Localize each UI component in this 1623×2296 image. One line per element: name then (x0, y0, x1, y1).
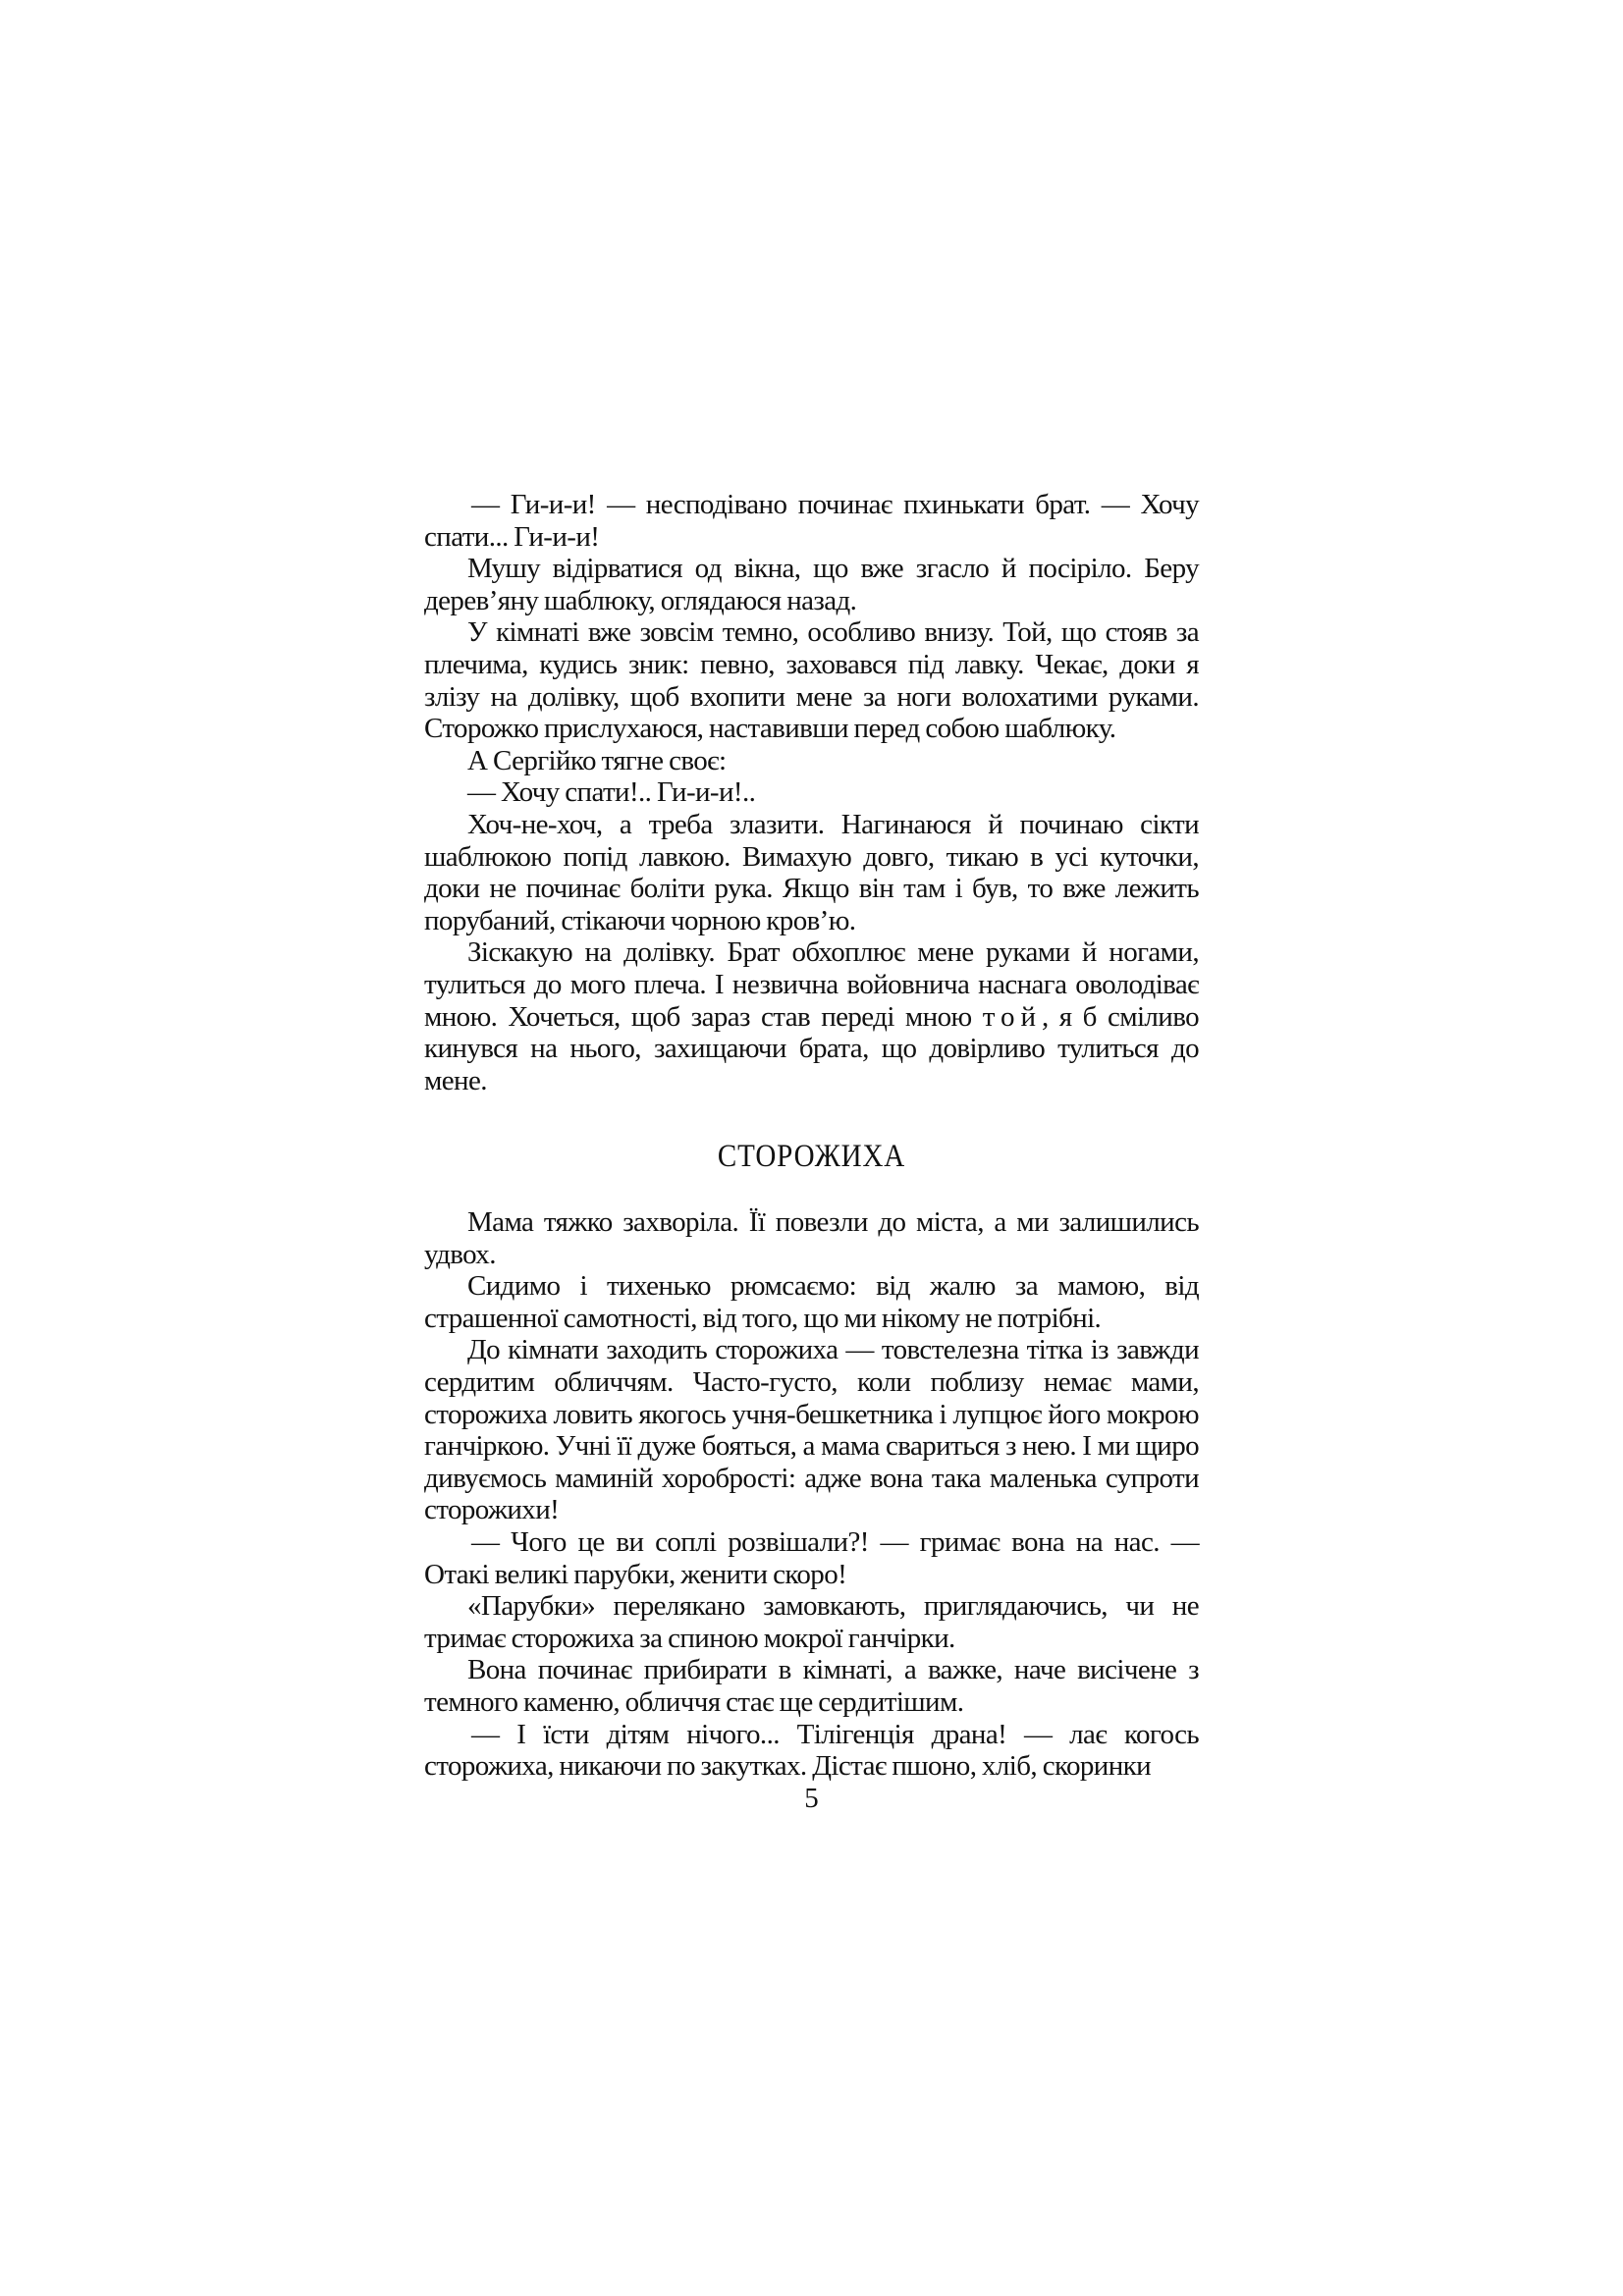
paragraph: Мама тяжко захворіла. Її повезли до міста, а ми залишились удвох. (424, 1206, 1199, 1270)
page-number: 5 (804, 1783, 819, 1814)
paragraph: — І їсти дітям нічого... Тілігенція драна! — лає когось сторожиха, никаючи по закутках. Дістає пшоно, хліб, скоринки (424, 1718, 1199, 1783)
paragraph: Вона починає прибирати в кімнаті, а важке, наче висічене з темного каменю, обличчя стає ще сердитішим. (424, 1654, 1199, 1718)
paragraph: — Хочу спати!.. Ги-и-и!.. (467, 776, 756, 809)
paragraph-text-tail: , я б сміливо кинувся на нього, захищаючи брата, що довірливо тулиться до мене. (424, 1000, 1200, 1096)
paragraph-with-emphasis (424, 936, 1199, 1096)
emphasized-word: той (982, 1000, 1043, 1033)
paragraph: Сидимо і тихенько рюмсаємо: від жалю за мамою, від страшенної самотності, від того, що ми нікому не потрібні. (424, 1270, 1199, 1334)
paragraph: «Парубки» перелякано замовкають, приглядаючись, чи не тримає сторожиха за спиною мокрої ганчірки. (424, 1590, 1199, 1654)
paragraph: У кімнаті вже зовсім темно, особливо внизу. Той, що стояв за плечима, кудись зник: певно, заховався під лавку. Чекає, доки я злізу на долівку, щоб вхопити мене за ноги волохатими руками. Сторожко прислухаюся, наставивши перед собою шаблюку. (424, 616, 1199, 745)
paragraph-text: Зіскакую на долівку. Брат обхоплює мене руками й ногами, тулиться до мого плеча. І незвична войовнича наснага оволодіває мною. Хочеться, щоб зараз став переді мною (424, 936, 1199, 1033)
story-section-2 (424, 1206, 1199, 1783)
chapter-heading: СТОРОЖИХА (717, 1139, 906, 1174)
paragraph: До кімнати заходить сторожиха — товстелезна тітка із завжди сердитим обличчям. Часто-густо, коли поблизу немає мами, сторожиха ловить якогось учня-бешкетника і лупцює його мокрою ганчіркою. Учні її дуже бояться, а мама свариться з нею. І ми щиро дивуємось маминій хоробрості: адже вона така маленька супроти сторожихи! (424, 1334, 1199, 1526)
paragraph: — Чого це ви соплі розвішали?! — гримає вона на нас. — Отакі великі парубки, женити скоро! (424, 1525, 1199, 1590)
paragraph: А Сергійко тягне своє: (467, 744, 727, 776)
paragraph: Хоч-не-хоч, а треба злазити. Нагинаюся й починаю сікти шаблюкою попід лавкою. Вимахую довго, тикаю в усі куточки, доки не починає боліти рука. Якщо він там і був, то вже лежить порубаний, стікаючи чорною кров’ю. (424, 808, 1199, 936)
paragraph: Мушу відірватися од вікна, що вже згасло й посіріло. Беру дерев’яну шаблюку, оглядаюся назад. (424, 553, 1199, 616)
paragraph: — Ги-и-и! — несподівано починає пхинькати брат. — Хочу спати... Ги-и-и! (424, 489, 1199, 553)
story-section-1 (424, 489, 1199, 1096)
